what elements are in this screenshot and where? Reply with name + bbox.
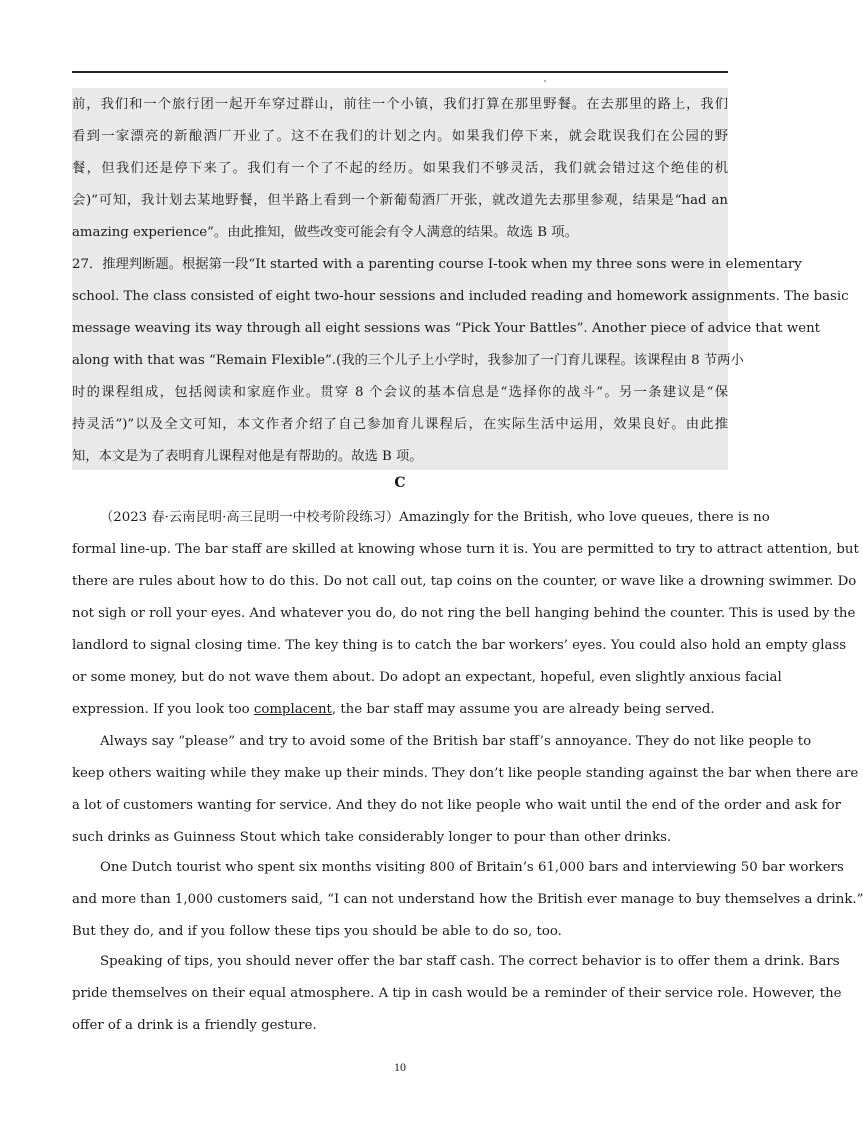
passage-text: expression. If you look too bbox=[72, 702, 254, 717]
passage-line: keep others waiting while they make up their minds. They don’t like people standing against the bar when there are bbox=[72, 766, 859, 781]
answer-line: 前，我们和一个旅行团一起开车穿过群山，前往一个小镇，我们打算在那里野餐。在去那里的路上，我们 bbox=[72, 97, 728, 112]
passage-line: not sigh or roll your eyes. And whatever you do, do not ring the bell hanging behind the counter. This is used by the bbox=[72, 606, 856, 621]
answer-line: 持灵活”)”以及全文可知，本文作者介绍了自己参加育儿课程后，在实际生活中运用，效果良好。由此推 bbox=[72, 417, 728, 432]
underlined-word: complacent bbox=[253, 702, 332, 717]
answer-line: 看到一家漂亮的新酿酒厂开业了。这不在我们的计划之内。如果我们停下来，就会耽误我们在公园的野 bbox=[72, 129, 728, 144]
answer-line: 会)”可知，我计划去某地野餐，但半路上看到一个新葡萄酒厂开张，就改道先去那里参观，结果是“had an bbox=[72, 193, 728, 208]
answer-line: 知，本文是为了表明育儿课程对他是有帮助的。故选 B 项。 bbox=[72, 449, 423, 464]
header-mark bbox=[544, 80, 546, 82]
passage-line: pride themselves on their equal atmosphere. A tip in cash would be a reminder of their service role. However, the bbox=[72, 986, 842, 1001]
answer-line: 27．推理判断题。根据第一段“It started with a parenting course I-took when my three sons were in elementary bbox=[72, 257, 802, 272]
passage-line: Always say “please” and try to avoid some of the British bar staff’s annoyance. They do not like people to bbox=[100, 734, 812, 749]
passage-line: formal line-up. The bar staff are skilled at knowing whose turn it is. You are permitted to try to attract attention, but bbox=[72, 542, 859, 557]
passage-line: or some money, but do not wave them about. Do adopt an expectant, hopeful, even slightly anxious facial bbox=[72, 670, 782, 685]
passage-line: a lot of customers wanting for service. And they do not like people who wait until the end of the order and ask for bbox=[72, 798, 841, 813]
answer-line: 时的课程组成，包括阅读和家庭作业。贯穿 8 个会议的基本信息是“选择你的战斗”。另一条建议是“保 bbox=[72, 385, 728, 400]
answer-line: school. The class consisted of eight two-hour sessions and included reading and homework assignments. The basic bbox=[72, 289, 849, 304]
passage-line: such drinks as Guinness Stout which take considerably longer to pour than other drinks. bbox=[72, 830, 672, 845]
header-rule bbox=[72, 71, 728, 73]
passage-line: （2023 春·云南昆明·高三昆明一中校考阶段练习）Amazingly for the British, who love queues, there is no bbox=[100, 510, 770, 525]
passage-line bbox=[72, 694, 728, 726]
passage-line: there are rules about how to do this. Do not call out, tap coins on the counter, or wave like a drowning swimmer. Do bbox=[72, 574, 857, 589]
section-heading: C bbox=[394, 475, 406, 491]
passage-line: offer of a drink is a friendly gesture. bbox=[72, 1018, 317, 1033]
passage-line: Speaking of tips, you should never offer the bar staff cash. The correct behavior is to offer them a drink. Bars bbox=[100, 954, 840, 969]
answer-line: amazing experience”。由此推知，做些改变可能会有令人满意的结果。故选 B 项。 bbox=[72, 225, 578, 240]
page-number: 10 bbox=[394, 1060, 406, 1074]
passage-line: landlord to signal closing time. The key thing is to catch the bar workers’ eyes. You could also hold an empty glass bbox=[72, 638, 847, 653]
passage-line: and more than 1,000 customers said, “I can not understand how the British ever manage to buy themselves a drink.” bbox=[72, 892, 863, 907]
answer-line: message weaving its way through all eight sessions was “Pick Your Battles”. Another piece of advice that went bbox=[72, 321, 820, 336]
passage-text: , the bar staff may assume you are already being served. bbox=[331, 702, 715, 717]
answer-line: 餐，但我们还是停下来了。我们有一个了不起的经历。如果我们不够灵活，我们就会错过这个绝佳的机 bbox=[72, 161, 728, 176]
passage-line: One Dutch tourist who spent six months visiting 800 of Britain’s 61,000 bars and interviewing 50 bar workers bbox=[100, 860, 844, 875]
answer-line: along with that was “Remain Flexible”.(我的三个儿子上小学时，我参加了一门育儿课程。该课程由 8 节两小 bbox=[72, 353, 744, 368]
passage-line: But they do, and if you follow these tips you should be able to do so, too. bbox=[72, 924, 562, 939]
